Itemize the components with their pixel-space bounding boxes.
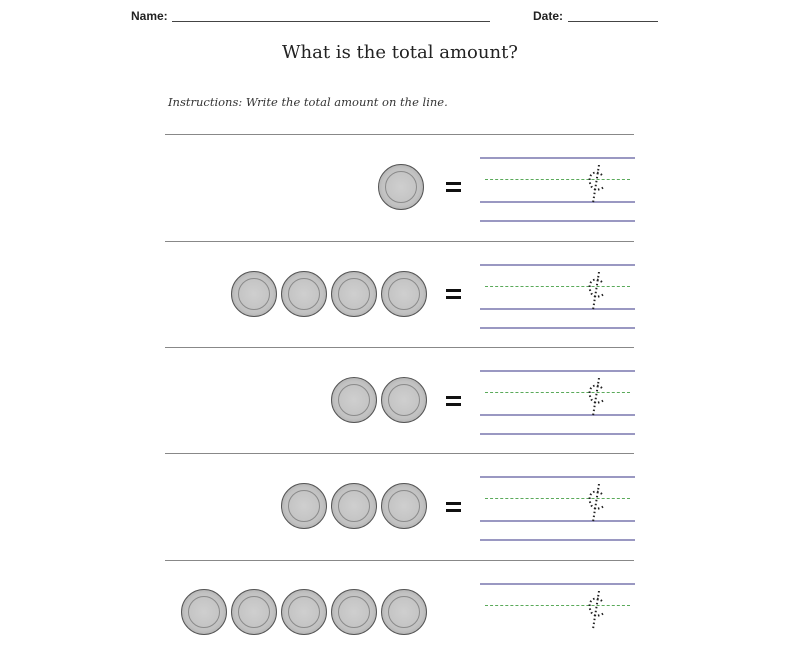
nickel-coin-icon	[331, 271, 377, 317]
nickel-coin-icon	[331, 589, 377, 635]
problem-row-4	[0, 453, 800, 559]
dotted-cent-sign-icon	[584, 378, 608, 418]
coin-group	[331, 377, 427, 423]
coin-group	[378, 164, 424, 210]
answer-writing-lines[interactable]	[480, 157, 635, 221]
nickel-coin-icon	[181, 589, 227, 635]
dotted-cent-sign-icon	[584, 272, 608, 312]
name-label: Name:	[131, 9, 168, 23]
nickel-coin-icon	[281, 271, 327, 317]
answer-writing-lines[interactable]	[480, 264, 635, 328]
coin-group	[281, 483, 427, 529]
date-field-line[interactable]	[568, 21, 658, 22]
problem-row-1	[0, 135, 800, 241]
nickel-coin-icon	[231, 271, 277, 317]
dotted-cent-sign-icon	[584, 165, 608, 205]
nickel-coin-icon	[281, 483, 327, 529]
dotted-cent-sign-icon	[584, 591, 608, 631]
dotted-cent-sign-icon	[584, 484, 608, 524]
name-field-line[interactable]	[172, 21, 490, 22]
nickel-coin-icon	[378, 164, 424, 210]
nickel-coin-icon	[231, 589, 277, 635]
coin-group	[181, 589, 427, 635]
date-label: Date:	[533, 9, 564, 23]
equals-sign-icon	[446, 502, 461, 514]
nickel-coin-icon	[381, 377, 427, 423]
answer-writing-lines[interactable]	[480, 583, 635, 647]
coin-group	[231, 271, 427, 317]
instructions-text: Instructions: Write the total amount on the line.	[168, 95, 448, 109]
equals-sign-icon	[446, 182, 461, 194]
nickel-coin-icon	[381, 589, 427, 635]
problem-row-3	[0, 347, 800, 453]
answer-writing-lines[interactable]	[480, 370, 635, 434]
nickel-coin-icon	[331, 377, 377, 423]
nickel-coin-icon	[281, 589, 327, 635]
nickel-coin-icon	[381, 271, 427, 317]
equals-sign-icon	[446, 396, 461, 408]
problem-row-2	[0, 241, 800, 347]
nickel-coin-icon	[331, 483, 377, 529]
equals-sign-icon	[446, 289, 461, 301]
problem-row-5	[0, 560, 800, 666]
nickel-coin-icon	[381, 483, 427, 529]
answer-writing-lines[interactable]	[480, 476, 635, 540]
worksheet-title: What is the total amount?	[282, 42, 518, 63]
